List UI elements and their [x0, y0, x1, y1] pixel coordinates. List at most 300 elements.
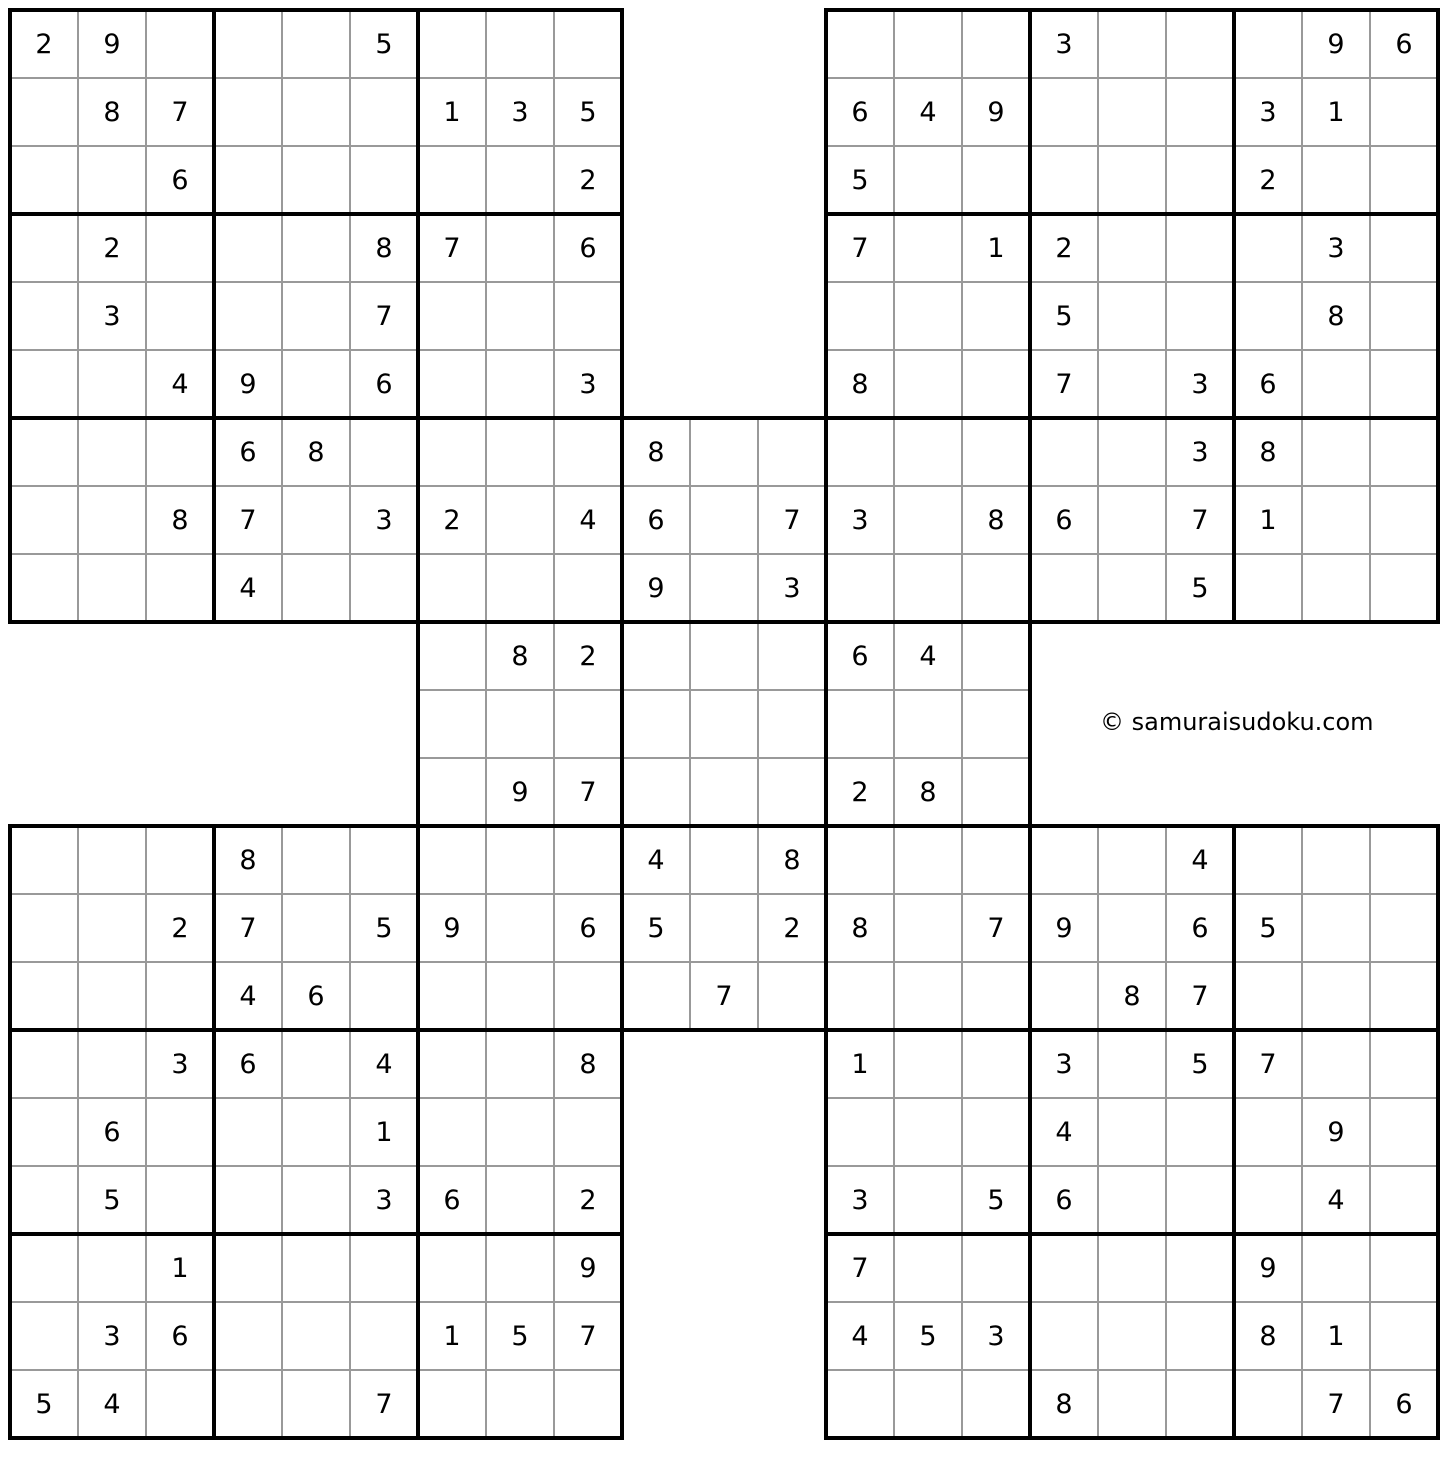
empty-cell[interactable]	[962, 826, 1030, 894]
empty-cell[interactable]	[1030, 1302, 1098, 1370]
box-border-line	[8, 8, 12, 624]
given-digit-cell: 3	[758, 554, 826, 622]
empty-cell[interactable]	[10, 1302, 78, 1370]
empty-cell[interactable]	[1302, 1234, 1370, 1302]
empty-cell[interactable]	[826, 10, 894, 78]
empty-cell[interactable]	[826, 962, 894, 1030]
given-digit-cell: 6	[826, 622, 894, 690]
empty-cell[interactable]	[554, 690, 622, 758]
empty-cell[interactable]	[1166, 146, 1234, 214]
empty-cell[interactable]	[78, 554, 146, 622]
given-digit-cell: 7	[146, 78, 214, 146]
empty-cell[interactable]	[10, 554, 78, 622]
empty-cell[interactable]	[1370, 894, 1438, 962]
given-digit-cell: 5	[1166, 554, 1234, 622]
empty-cell[interactable]	[418, 1370, 486, 1438]
given-digit-cell: 8	[758, 826, 826, 894]
empty-cell[interactable]	[418, 690, 486, 758]
empty-cell[interactable]	[214, 1370, 282, 1438]
empty-cell[interactable]	[894, 690, 962, 758]
empty-cell[interactable]	[78, 146, 146, 214]
empty-cell[interactable]	[282, 282, 350, 350]
empty-cell[interactable]	[350, 1234, 418, 1302]
empty-cell[interactable]	[78, 486, 146, 554]
empty-cell[interactable]	[350, 418, 418, 486]
given-digit-cell: 6	[282, 962, 350, 1030]
empty-cell[interactable]	[894, 1370, 962, 1438]
empty-cell[interactable]	[486, 1098, 554, 1166]
empty-cell[interactable]	[350, 962, 418, 1030]
empty-cell[interactable]	[10, 1030, 78, 1098]
empty-cell[interactable]	[826, 418, 894, 486]
empty-cell[interactable]	[554, 826, 622, 894]
empty-cell[interactable]	[554, 554, 622, 622]
empty-cell[interactable]	[894, 554, 962, 622]
empty-cell[interactable]	[214, 78, 282, 146]
empty-cell[interactable]	[146, 418, 214, 486]
empty-cell[interactable]	[78, 894, 146, 962]
empty-cell[interactable]	[826, 1098, 894, 1166]
empty-cell[interactable]	[622, 690, 690, 758]
empty-cell[interactable]	[962, 282, 1030, 350]
given-digit-cell: 8	[894, 758, 962, 826]
empty-cell[interactable]	[894, 1098, 962, 1166]
empty-cell[interactable]	[486, 894, 554, 962]
empty-cell[interactable]	[962, 690, 1030, 758]
given-digit-cell: 7	[826, 1234, 894, 1302]
empty-cell[interactable]	[146, 826, 214, 894]
box-border-line	[824, 1232, 1440, 1236]
empty-cell[interactable]	[1234, 214, 1302, 282]
empty-cell[interactable]	[1166, 214, 1234, 282]
empty-cell[interactable]	[894, 350, 962, 418]
empty-cell[interactable]	[1234, 554, 1302, 622]
given-digit-cell: 9	[1234, 1234, 1302, 1302]
empty-cell[interactable]	[690, 418, 758, 486]
empty-cell[interactable]	[622, 622, 690, 690]
empty-cell[interactable]	[214, 10, 282, 78]
given-digit-cell: 7	[758, 486, 826, 554]
empty-cell[interactable]	[418, 826, 486, 894]
empty-cell[interactable]	[282, 826, 350, 894]
given-digit-cell: 7	[690, 962, 758, 1030]
empty-cell[interactable]	[962, 1234, 1030, 1302]
empty-cell[interactable]	[10, 282, 78, 350]
empty-cell[interactable]	[1166, 1166, 1234, 1234]
given-digit-cell: 5	[1234, 894, 1302, 962]
empty-cell[interactable]	[1370, 418, 1438, 486]
empty-cell[interactable]	[146, 962, 214, 1030]
given-digit-cell: 7	[554, 758, 622, 826]
empty-cell[interactable]	[418, 350, 486, 418]
given-digit-cell: 1	[1234, 486, 1302, 554]
empty-cell[interactable]	[690, 758, 758, 826]
empty-cell[interactable]	[1166, 1302, 1234, 1370]
empty-cell[interactable]	[1370, 282, 1438, 350]
empty-cell[interactable]	[1370, 350, 1438, 418]
given-digit-cell: 6	[554, 214, 622, 282]
empty-cell[interactable]	[894, 1234, 962, 1302]
box-border-line	[620, 824, 624, 1440]
empty-cell[interactable]	[1166, 1370, 1234, 1438]
given-digit-cell: 5	[826, 146, 894, 214]
empty-cell[interactable]	[1370, 554, 1438, 622]
empty-cell[interactable]	[1302, 486, 1370, 554]
empty-cell[interactable]	[1098, 1302, 1166, 1370]
given-digit-cell: 6	[350, 350, 418, 418]
empty-cell[interactable]	[554, 10, 622, 78]
empty-cell[interactable]	[1098, 282, 1166, 350]
empty-cell[interactable]	[622, 758, 690, 826]
given-digit-cell: 9	[78, 10, 146, 78]
empty-cell[interactable]	[146, 214, 214, 282]
empty-cell[interactable]	[10, 1166, 78, 1234]
empty-cell[interactable]	[894, 894, 962, 962]
empty-cell[interactable]	[1370, 1098, 1438, 1166]
empty-cell[interactable]	[78, 1234, 146, 1302]
empty-cell[interactable]	[350, 826, 418, 894]
empty-cell[interactable]	[1098, 894, 1166, 962]
empty-cell[interactable]	[486, 214, 554, 282]
empty-cell[interactable]	[486, 826, 554, 894]
empty-cell[interactable]	[1098, 214, 1166, 282]
box-border-line	[8, 212, 624, 216]
empty-cell[interactable]	[146, 1166, 214, 1234]
empty-cell[interactable]	[10, 78, 78, 146]
empty-cell[interactable]	[418, 1234, 486, 1302]
empty-cell[interactable]	[1166, 78, 1234, 146]
empty-cell[interactable]	[1098, 1234, 1166, 1302]
empty-cell[interactable]	[350, 146, 418, 214]
empty-cell[interactable]	[894, 282, 962, 350]
empty-cell[interactable]	[1098, 146, 1166, 214]
empty-cell[interactable]	[486, 350, 554, 418]
empty-cell[interactable]	[690, 622, 758, 690]
empty-cell[interactable]	[554, 282, 622, 350]
given-digit-cell: 9	[486, 758, 554, 826]
empty-cell[interactable]	[1302, 894, 1370, 962]
empty-cell[interactable]	[554, 962, 622, 1030]
empty-cell[interactable]	[894, 418, 962, 486]
empty-cell[interactable]	[418, 10, 486, 78]
given-digit-cell: 6	[1370, 1370, 1438, 1438]
empty-cell[interactable]	[962, 622, 1030, 690]
empty-cell[interactable]	[894, 1030, 962, 1098]
empty-cell[interactable]	[962, 1098, 1030, 1166]
empty-cell[interactable]	[10, 962, 78, 1030]
empty-cell[interactable]	[486, 1234, 554, 1302]
given-digit-cell: 8	[826, 894, 894, 962]
empty-cell[interactable]	[1098, 1030, 1166, 1098]
empty-cell[interactable]	[1370, 486, 1438, 554]
empty-cell[interactable]	[1302, 962, 1370, 1030]
empty-cell[interactable]	[690, 554, 758, 622]
empty-cell[interactable]	[10, 146, 78, 214]
empty-cell[interactable]	[282, 78, 350, 146]
given-digit-cell: 3	[78, 1302, 146, 1370]
empty-cell[interactable]	[1302, 826, 1370, 894]
box-border-line	[824, 1028, 1440, 1032]
empty-cell[interactable]	[826, 282, 894, 350]
empty-cell[interactable]	[826, 690, 894, 758]
empty-cell[interactable]	[282, 486, 350, 554]
empty-cell[interactable]	[962, 554, 1030, 622]
given-digit-cell: 8	[1098, 962, 1166, 1030]
empty-cell[interactable]	[1166, 282, 1234, 350]
empty-cell[interactable]	[214, 1098, 282, 1166]
given-digit-cell: 1	[350, 1098, 418, 1166]
empty-cell[interactable]	[486, 486, 554, 554]
empty-cell[interactable]	[1370, 146, 1438, 214]
given-digit-cell: 3	[486, 78, 554, 146]
empty-cell[interactable]	[1166, 1098, 1234, 1166]
given-digit-cell: 9	[622, 554, 690, 622]
box-border-line	[1436, 824, 1440, 1440]
empty-cell[interactable]	[350, 1302, 418, 1370]
empty-cell[interactable]	[10, 214, 78, 282]
empty-cell[interactable]	[962, 962, 1030, 1030]
empty-cell[interactable]	[418, 758, 486, 826]
empty-cell[interactable]	[350, 554, 418, 622]
empty-cell[interactable]	[282, 350, 350, 418]
empty-cell[interactable]	[894, 962, 962, 1030]
empty-cell[interactable]	[1234, 962, 1302, 1030]
empty-cell[interactable]	[894, 826, 962, 894]
given-digit-cell: 4	[826, 1302, 894, 1370]
empty-cell[interactable]	[1030, 554, 1098, 622]
empty-cell[interactable]	[282, 554, 350, 622]
empty-cell[interactable]	[1030, 826, 1098, 894]
empty-cell[interactable]	[894, 486, 962, 554]
empty-cell[interactable]	[962, 1370, 1030, 1438]
empty-cell[interactable]	[10, 1234, 78, 1302]
empty-cell[interactable]	[214, 282, 282, 350]
empty-cell[interactable]	[146, 1098, 214, 1166]
empty-cell[interactable]	[78, 1030, 146, 1098]
empty-cell[interactable]	[418, 1030, 486, 1098]
empty-cell[interactable]	[1370, 1030, 1438, 1098]
empty-cell[interactable]	[146, 554, 214, 622]
box-border-line	[824, 8, 1440, 12]
empty-cell[interactable]	[486, 1370, 554, 1438]
given-digit-cell: 1	[146, 1234, 214, 1302]
empty-cell[interactable]	[1098, 1370, 1166, 1438]
empty-cell[interactable]	[962, 418, 1030, 486]
given-digit-cell: 6	[78, 1098, 146, 1166]
empty-cell[interactable]	[1030, 418, 1098, 486]
empty-cell[interactable]	[214, 1234, 282, 1302]
empty-cell[interactable]	[486, 10, 554, 78]
given-digit-cell: 2	[1030, 214, 1098, 282]
empty-cell[interactable]	[486, 690, 554, 758]
given-digit-cell: 4	[146, 350, 214, 418]
given-digit-cell: 5	[78, 1166, 146, 1234]
empty-cell[interactable]	[418, 282, 486, 350]
empty-cell[interactable]	[1302, 418, 1370, 486]
empty-cell[interactable]	[10, 894, 78, 962]
empty-cell[interactable]	[78, 418, 146, 486]
given-digit-cell: 7	[826, 214, 894, 282]
empty-cell[interactable]	[1098, 350, 1166, 418]
empty-cell[interactable]	[1234, 1166, 1302, 1234]
empty-cell[interactable]	[1302, 554, 1370, 622]
empty-cell[interactable]	[282, 214, 350, 282]
empty-cell[interactable]	[1098, 826, 1166, 894]
empty-cell[interactable]	[486, 962, 554, 1030]
empty-cell[interactable]	[10, 1098, 78, 1166]
empty-cell[interactable]	[962, 758, 1030, 826]
empty-cell[interactable]	[486, 418, 554, 486]
empty-cell[interactable]	[282, 894, 350, 962]
empty-cell[interactable]	[146, 10, 214, 78]
empty-cell[interactable]	[1166, 10, 1234, 78]
empty-cell[interactable]	[1166, 1234, 1234, 1302]
empty-cell[interactable]	[1098, 554, 1166, 622]
empty-cell[interactable]	[418, 622, 486, 690]
empty-cell[interactable]	[214, 1166, 282, 1234]
empty-cell[interactable]	[1030, 146, 1098, 214]
box-border-line	[416, 416, 1032, 420]
empty-cell[interactable]	[1302, 1030, 1370, 1098]
box-border-line	[8, 824, 624, 828]
empty-cell[interactable]	[894, 146, 962, 214]
empty-cell[interactable]	[690, 826, 758, 894]
empty-cell[interactable]	[758, 622, 826, 690]
empty-cell[interactable]	[78, 962, 146, 1030]
empty-cell[interactable]	[1370, 1234, 1438, 1302]
empty-cell[interactable]	[1234, 1370, 1302, 1438]
given-digit-cell: 8	[826, 350, 894, 418]
empty-cell[interactable]	[486, 1166, 554, 1234]
given-digit-cell: 3	[350, 1166, 418, 1234]
given-digit-cell: 6	[418, 1166, 486, 1234]
box-border-line	[8, 1436, 624, 1440]
empty-cell[interactable]	[10, 486, 78, 554]
empty-cell[interactable]	[1234, 282, 1302, 350]
given-digit-cell: 5	[894, 1302, 962, 1370]
empty-cell[interactable]	[418, 146, 486, 214]
empty-cell[interactable]	[146, 282, 214, 350]
empty-cell[interactable]	[1370, 78, 1438, 146]
given-digit-cell: 8	[1234, 418, 1302, 486]
empty-cell[interactable]	[10, 418, 78, 486]
given-digit-cell: 7	[350, 1370, 418, 1438]
empty-cell[interactable]	[1030, 78, 1098, 146]
empty-cell[interactable]	[1098, 78, 1166, 146]
given-digit-cell: 7	[418, 214, 486, 282]
empty-cell[interactable]	[418, 418, 486, 486]
empty-cell[interactable]	[214, 146, 282, 214]
empty-cell[interactable]	[758, 758, 826, 826]
empty-cell[interactable]	[10, 350, 78, 418]
empty-cell[interactable]	[962, 350, 1030, 418]
empty-cell[interactable]	[282, 146, 350, 214]
empty-cell[interactable]	[826, 554, 894, 622]
box-border-line	[824, 824, 828, 1440]
empty-cell[interactable]	[690, 690, 758, 758]
empty-cell[interactable]	[1370, 1302, 1438, 1370]
empty-cell[interactable]	[554, 1370, 622, 1438]
empty-cell[interactable]	[758, 962, 826, 1030]
given-digit-cell: 6	[214, 1030, 282, 1098]
empty-cell[interactable]	[486, 282, 554, 350]
empty-cell[interactable]	[1234, 1098, 1302, 1166]
empty-cell[interactable]	[418, 962, 486, 1030]
empty-cell[interactable]	[962, 146, 1030, 214]
empty-cell[interactable]	[554, 1098, 622, 1166]
given-digit-cell: 7	[214, 894, 282, 962]
empty-cell[interactable]	[1302, 350, 1370, 418]
empty-cell[interactable]	[1370, 1166, 1438, 1234]
given-digit-cell: 6	[146, 146, 214, 214]
empty-cell[interactable]	[350, 78, 418, 146]
empty-cell[interactable]	[486, 554, 554, 622]
empty-cell[interactable]	[1030, 1234, 1098, 1302]
given-digit-cell: 7	[350, 282, 418, 350]
empty-cell[interactable]	[282, 10, 350, 78]
empty-cell[interactable]	[1234, 10, 1302, 78]
empty-cell[interactable]	[282, 1030, 350, 1098]
empty-cell[interactable]	[826, 1370, 894, 1438]
given-digit-cell: 6	[1370, 10, 1438, 78]
empty-cell[interactable]	[282, 1302, 350, 1370]
empty-cell[interactable]	[1370, 214, 1438, 282]
empty-cell[interactable]	[1098, 1166, 1166, 1234]
empty-cell[interactable]	[894, 214, 962, 282]
empty-cell[interactable]	[10, 826, 78, 894]
empty-cell[interactable]	[78, 350, 146, 418]
empty-cell[interactable]	[146, 1370, 214, 1438]
given-digit-cell: 3	[146, 1030, 214, 1098]
empty-cell[interactable]	[894, 1166, 962, 1234]
empty-cell[interactable]	[1370, 962, 1438, 1030]
empty-cell[interactable]	[1370, 826, 1438, 894]
empty-cell[interactable]	[1030, 962, 1098, 1030]
given-digit-cell: 5	[486, 1302, 554, 1370]
empty-cell[interactable]	[486, 1030, 554, 1098]
empty-cell[interactable]	[1302, 146, 1370, 214]
empty-cell[interactable]	[1098, 418, 1166, 486]
empty-cell[interactable]	[690, 486, 758, 554]
given-digit-cell: 2	[1234, 146, 1302, 214]
empty-cell[interactable]	[282, 1166, 350, 1234]
empty-cell[interactable]	[282, 1234, 350, 1302]
empty-cell[interactable]	[758, 690, 826, 758]
empty-cell[interactable]	[962, 10, 1030, 78]
empty-cell[interactable]	[214, 1302, 282, 1370]
empty-cell[interactable]	[1098, 486, 1166, 554]
empty-cell[interactable]	[418, 1098, 486, 1166]
empty-cell[interactable]	[690, 894, 758, 962]
empty-cell[interactable]	[418, 554, 486, 622]
empty-cell[interactable]	[758, 418, 826, 486]
empty-cell[interactable]	[1098, 1098, 1166, 1166]
empty-cell[interactable]	[622, 962, 690, 1030]
empty-cell[interactable]	[962, 1030, 1030, 1098]
empty-cell[interactable]	[826, 826, 894, 894]
empty-cell[interactable]	[282, 1370, 350, 1438]
empty-cell[interactable]	[554, 418, 622, 486]
empty-cell[interactable]	[1098, 10, 1166, 78]
empty-cell[interactable]	[486, 146, 554, 214]
empty-cell[interactable]	[78, 826, 146, 894]
given-digit-cell: 7	[962, 894, 1030, 962]
box-border-line	[1232, 824, 1236, 1440]
empty-cell[interactable]	[282, 1098, 350, 1166]
empty-cell[interactable]	[214, 214, 282, 282]
empty-cell[interactable]	[894, 10, 962, 78]
empty-cell[interactable]	[1234, 826, 1302, 894]
